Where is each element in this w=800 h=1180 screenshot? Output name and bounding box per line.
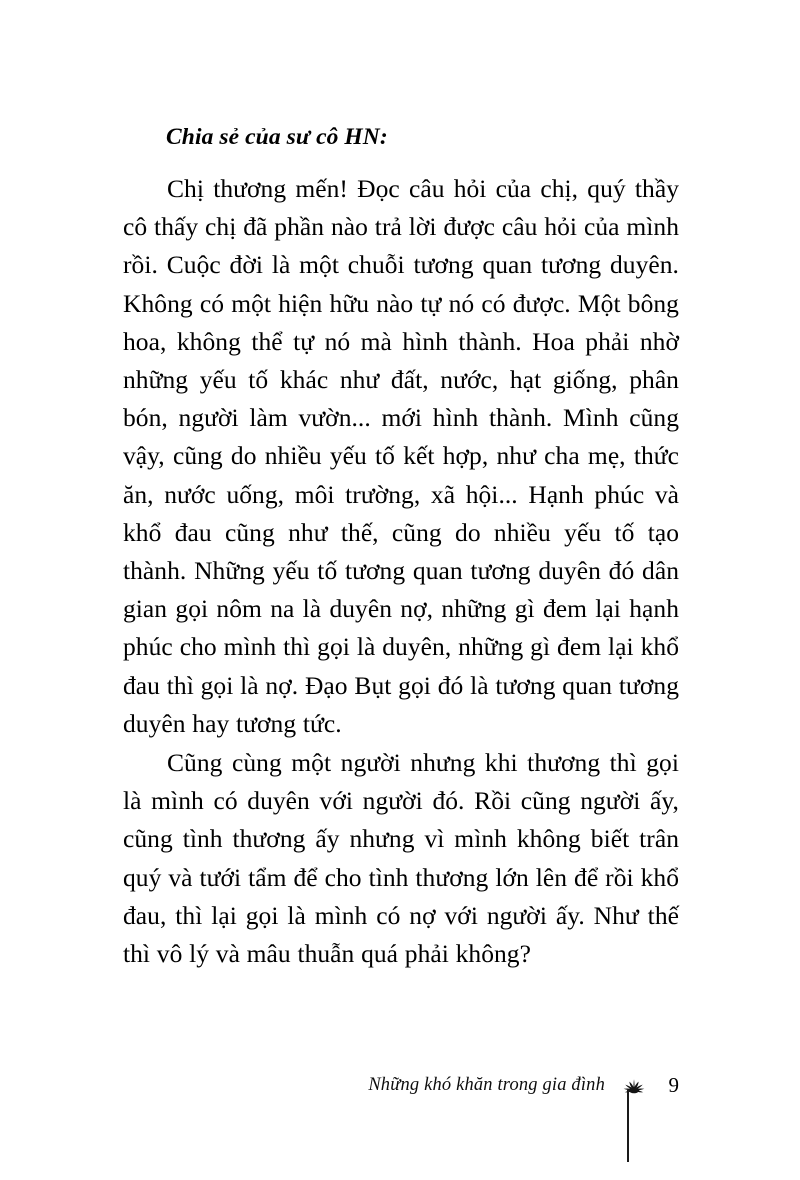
- running-title: Những khó khăn trong gia đình: [368, 1074, 605, 1095]
- lotus-stem-icon: [627, 1090, 629, 1162]
- paragraph-text: Cũng cùng một người nhưng khi thương thì gọi là mình có duyên với người đó. Rồi cũng người ấy, cũng tình thương ấy nhưng vì mình không biết trân quý và tưới tẩm để cho tình thương lớn lên để rồi khổ đau, thì lại gọi là mình có nợ với người ấy. Như thế thì vô lý và mâu thuẫn quá phải không?: [123, 748, 679, 969]
- body-paragraph: [123, 170, 679, 743]
- page-content: [123, 118, 679, 973]
- page-number: 9: [668, 1072, 679, 1097]
- page-footer: [123, 1068, 679, 1102]
- section-heading: Chia sẻ của sư cô HN:: [166, 124, 388, 150]
- lotus-flower-icon: [617, 1070, 651, 1100]
- paragraph-text: Chị thương mến! Đọc câu hỏi của chị, quý thầy cô thấy chị đã phần nào trả lời được câu hỏi của mình rồi. Cuộc đời là một chuỗi tương quan tương duyên. Không có một hiện hữu nào tự nó có được. Một bông hoa, không thể tự nó mà hình thành. Hoa phải nhờ những yếu tố khác như đất, nước, hạt giống, phân bón, người làm vườn... mới hình thành. Mình cũng vậy, cũng do nhiều yếu tố kết hợp, như cha mẹ, thức ăn, nước uống, môi trường, xã hội... Hạnh phúc và khổ đau cũng như thế, cũng do nhiều yếu tố tạo thành. Những yếu tố tương quan tương duyên đó dân gian gọi nôm na là duyên nợ, những gì đem lại hạnh phúc cho mình thì gọi là duyên, những gì đem lại khổ đau thì gọi là nợ. Đạo Bụt gọi đó là tương quan tương duyên hay tương tức.: [123, 174, 679, 738]
- body-paragraph: [123, 744, 679, 973]
